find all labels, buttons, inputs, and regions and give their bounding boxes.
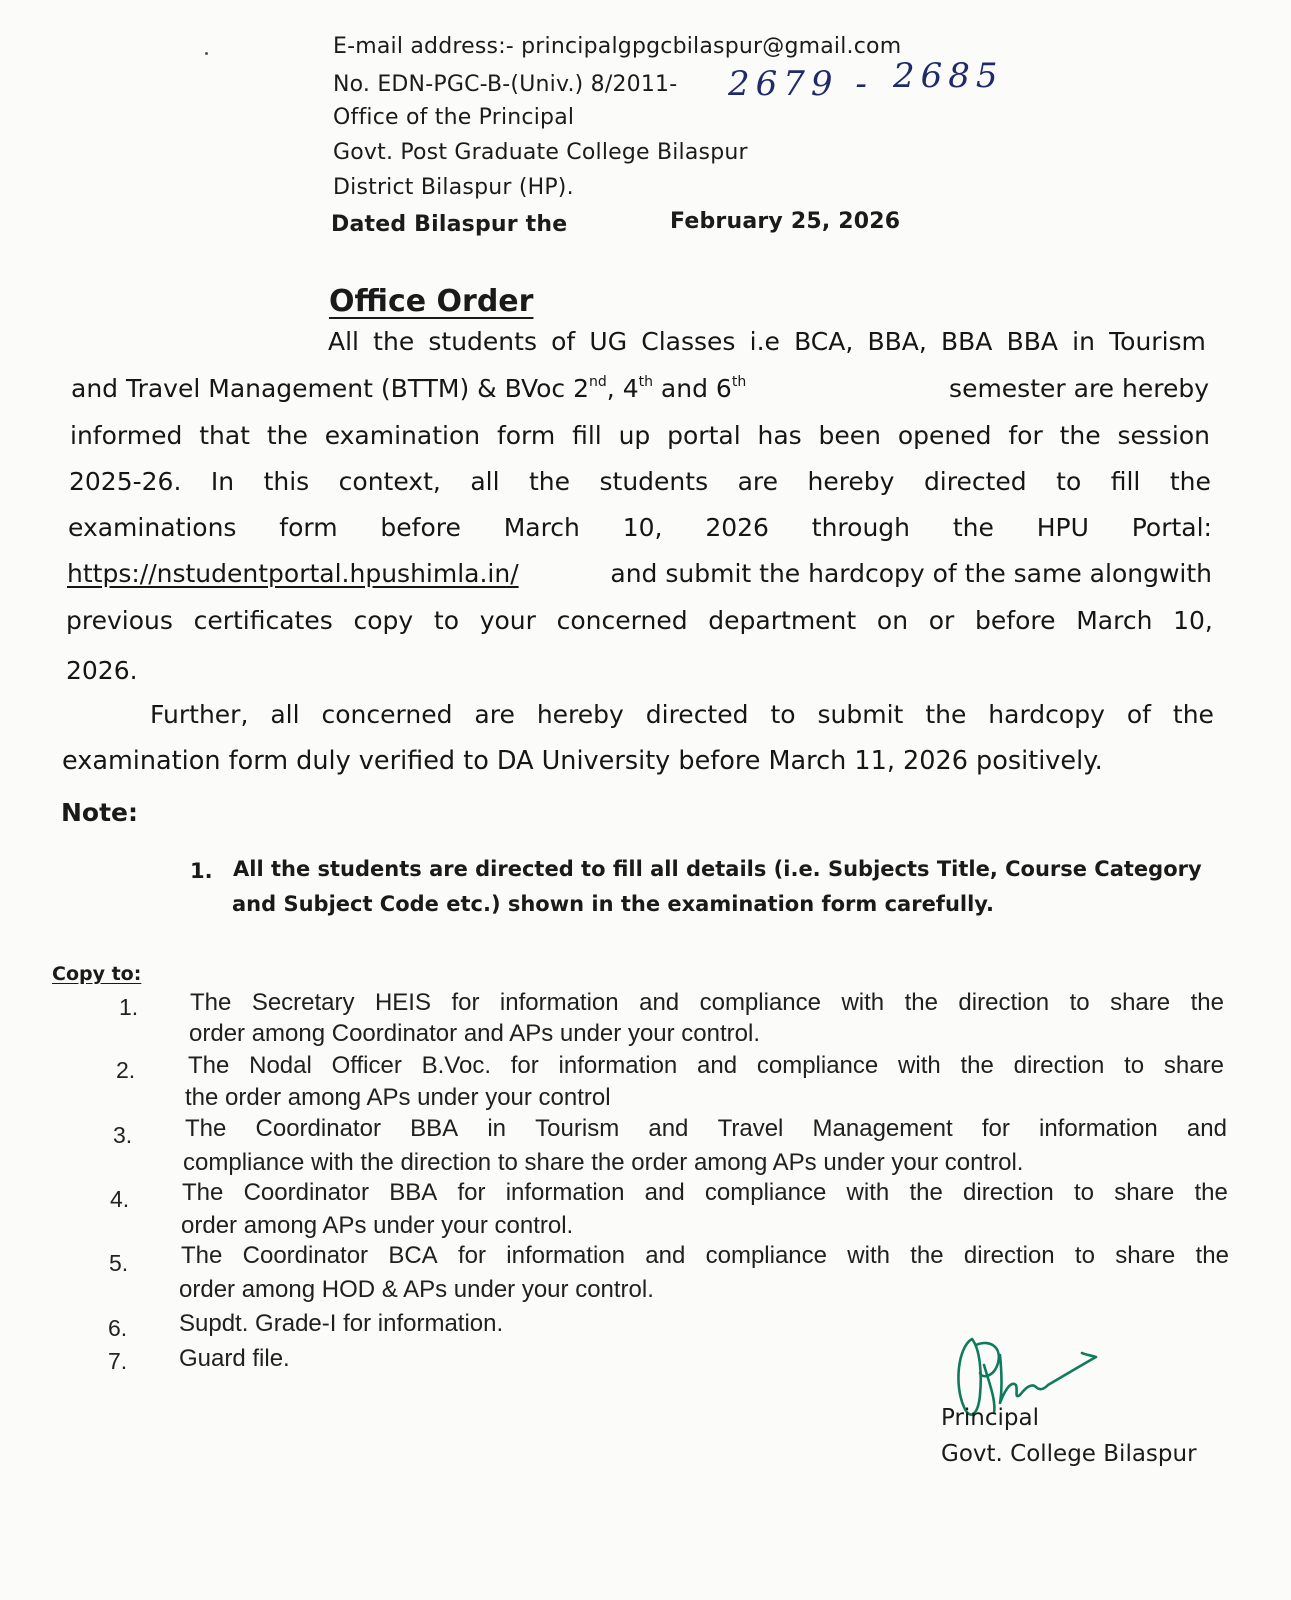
word: are: [474, 700, 515, 729]
word: the: [909, 1179, 943, 1206]
copy-item-5-line2: order among HOD & APs under your control.: [179, 1276, 654, 1303]
word: for: [457, 1179, 486, 1206]
college-line: Govt. Post Graduate College Bilaspur: [333, 140, 748, 165]
handwritten-ref-start: 2679 -: [728, 64, 873, 104]
word: 2025-26.: [69, 467, 182, 496]
reference-prefix: No. EDN-PGC-B-(Univ.) 8/2011-: [333, 72, 678, 97]
word: BCA: [388, 1242, 438, 1269]
word: with: [841, 989, 885, 1016]
word: been: [818, 421, 882, 450]
word: The: [182, 1179, 224, 1206]
word: and: [645, 1242, 686, 1269]
copy-item-2-line1: [188, 1050, 1224, 1082]
word: All: [328, 327, 359, 356]
signatory-title: Principal: [941, 1405, 1040, 1431]
word: March: [503, 513, 580, 542]
text-fragment: semester are hereby: [949, 374, 1209, 403]
word: up: [618, 421, 651, 450]
word: department: [708, 606, 857, 635]
word: BBA: [389, 1179, 438, 1206]
word: in: [487, 1115, 506, 1142]
word: to: [433, 606, 460, 635]
hpu-portal-link[interactable]: https://nstudentportal.hpushimla.in/: [67, 559, 519, 588]
copy-item-4-line1: [182, 1177, 1228, 1209]
word: to: [770, 700, 796, 729]
word: students: [599, 467, 709, 496]
para1-line7: [66, 606, 1213, 635]
scan-speck: [205, 52, 208, 55]
copy-item-6-line1: Supdt. Grade-I for information.: [179, 1310, 504, 1337]
word: the: [925, 700, 967, 729]
word: direction: [958, 989, 1050, 1016]
word: of: [551, 327, 576, 356]
word: form: [496, 421, 556, 450]
word: copy: [353, 606, 414, 635]
word: the: [952, 513, 994, 542]
word: In: [210, 467, 235, 496]
note-item-1-line1: All the students are directed to fill all details (i.e. Subjects Title, Course Category: [233, 857, 1202, 881]
word: for: [451, 989, 480, 1016]
copy-item-5-line1: [181, 1240, 1229, 1272]
word: in: [1072, 327, 1095, 356]
word: portal: [667, 421, 741, 450]
office-line: Office of the Principal: [333, 105, 575, 130]
handwritten-ref-end: 2685: [893, 56, 1004, 96]
para1-line5: [68, 513, 1212, 542]
word: the: [1195, 1242, 1229, 1269]
word: March: [1076, 606, 1153, 635]
copy-item-4-line2: order among APs under your control.: [181, 1212, 574, 1239]
word: session: [1117, 421, 1210, 450]
reference-number-line: [333, 72, 677, 97]
word: information: [1039, 1115, 1158, 1142]
copy-item-4-number: 4.: [110, 1186, 130, 1212]
note-item-1-line2: and Subject Code etc.) shown in the examination form carefully.: [232, 892, 995, 916]
text-fragment: and Travel Management (BTTM) & BVoc 2: [71, 374, 590, 403]
district-line: District Bilaspur (HP).: [333, 175, 574, 200]
word: and: [639, 989, 680, 1016]
word: 10,: [622, 513, 663, 542]
word: Tourism: [535, 1115, 620, 1142]
word: directed: [923, 467, 1027, 496]
word: HPU: [1036, 513, 1089, 542]
word: hereby: [807, 467, 895, 496]
para1-line3: [70, 421, 1210, 450]
word: information: [506, 1242, 625, 1269]
word: 10,: [1173, 606, 1213, 635]
copy-item-3-line1: [185, 1113, 1227, 1145]
para1-line2-text: [71, 374, 746, 403]
para1-line1: [328, 327, 1206, 356]
word: share: [1110, 989, 1171, 1016]
word: to: [1073, 1179, 1094, 1206]
word: information: [505, 1179, 625, 1206]
word: all: [470, 467, 500, 496]
word: share: [1115, 1242, 1176, 1269]
word: UG: [589, 327, 628, 356]
word: the: [266, 421, 308, 450]
word: are: [737, 467, 778, 496]
word: with: [898, 1052, 941, 1079]
word: to: [1074, 1242, 1095, 1269]
word: before: [380, 513, 461, 542]
word: Coordinator: [243, 1179, 369, 1206]
word: the: [1190, 989, 1224, 1016]
text-fragment: and submit the hardcopy of the same alongwith: [610, 559, 1212, 588]
word: compliance: [704, 1179, 827, 1206]
word: examinations: [68, 513, 237, 542]
word: concerned: [321, 700, 453, 729]
word: for: [981, 1115, 1010, 1142]
word: and: [644, 1179, 685, 1206]
word: Classes: [641, 327, 736, 356]
word: Coordinator: [255, 1115, 381, 1142]
word: The: [181, 1242, 223, 1269]
word: the: [1194, 1179, 1228, 1206]
word: informed: [70, 421, 183, 450]
word: BBA,: [867, 327, 927, 356]
word: compliance: [699, 989, 821, 1016]
word: Nodal: [249, 1052, 312, 1079]
copy-item-1-line2: order among Coordinator and APs under your control.: [189, 1020, 760, 1047]
copy-item-1-number: 1.: [119, 994, 139, 1020]
word: examination: [324, 421, 481, 450]
copy-item-3-number: 3.: [113, 1122, 133, 1148]
para1-line6: [67, 559, 1212, 588]
word: and: [648, 1115, 689, 1142]
word: fill: [1110, 467, 1141, 496]
email-line: E-mail address:- principalgpgcbilaspur@gmail.com: [333, 34, 902, 59]
word: hereby: [536, 700, 624, 729]
copy-item-2-line2: the order among APs under your control: [185, 1084, 611, 1111]
copy-item-3-line2: compliance with the direction to share the order among APs under your control.: [183, 1149, 1024, 1176]
signatory-organization: Govt. College Bilaspur: [941, 1441, 1197, 1467]
word: form: [279, 513, 338, 542]
copy-to-label: Copy to:: [52, 963, 142, 985]
word: students: [428, 327, 537, 356]
word: Officer: [331, 1052, 402, 1079]
word: Tourism: [1109, 327, 1206, 356]
word: The: [190, 989, 232, 1016]
word: that: [199, 421, 250, 450]
word: to: [1069, 989, 1090, 1016]
word: BCA,: [794, 327, 854, 356]
superscript: th: [638, 373, 653, 390]
word: for: [457, 1242, 486, 1269]
para2-line1: [150, 700, 1214, 729]
word: the: [529, 467, 571, 496]
word: to: [1056, 467, 1082, 496]
word: information: [499, 989, 619, 1016]
dated-label: Dated Bilaspur the: [331, 212, 568, 237]
word: fill: [572, 421, 602, 450]
word: through: [811, 513, 911, 542]
word: the: [910, 1242, 944, 1269]
word: The: [185, 1115, 227, 1142]
word: to: [1124, 1052, 1145, 1079]
copy-item-6-number: 6.: [108, 1315, 128, 1341]
word: previous: [66, 606, 173, 635]
para2-line2: examination form duly verified to DA University before March 11, 2026 positively.: [62, 746, 1103, 776]
word: this: [263, 467, 310, 496]
word: BBA: [410, 1115, 459, 1142]
word: the: [904, 989, 938, 1016]
note-item-1-number: 1.: [190, 859, 213, 883]
word: HEIS: [374, 989, 431, 1016]
word: Portal:: [1131, 513, 1212, 542]
word: and: [697, 1052, 738, 1079]
word: has: [757, 421, 802, 450]
word: share: [1163, 1052, 1224, 1079]
word: your: [479, 606, 536, 635]
word: BBA: [1006, 327, 1058, 356]
word: before: [975, 606, 1056, 635]
word: of: [1126, 700, 1151, 729]
word: B.Voc.: [421, 1052, 491, 1079]
word: 2026: [705, 513, 769, 542]
superscript: nd: [589, 373, 607, 390]
word: direction: [963, 1242, 1055, 1269]
word: context,: [338, 467, 441, 496]
word: the: [1172, 700, 1214, 729]
word: the: [1059, 421, 1101, 450]
word: direction: [1013, 1052, 1105, 1079]
date-value: February 25, 2026: [670, 209, 901, 234]
word: all: [270, 700, 300, 729]
word: The: [188, 1052, 230, 1079]
word: directed: [645, 700, 749, 729]
word: compliance: [756, 1052, 879, 1079]
word: direction: [963, 1179, 1054, 1206]
word: submit: [817, 700, 904, 729]
word: for: [510, 1052, 539, 1079]
copy-item-2-number: 2.: [116, 1057, 136, 1083]
word: Coordinator: [242, 1242, 369, 1269]
word: the: [1169, 467, 1211, 496]
word: Management: [812, 1115, 953, 1142]
text-fragment: and 6: [652, 374, 732, 403]
word: compliance: [705, 1242, 828, 1269]
word: the: [960, 1052, 994, 1079]
word: opened: [897, 421, 992, 450]
copy-item-1-line1: [190, 987, 1224, 1019]
word: BBA: [941, 327, 993, 356]
word: Travel: [717, 1115, 784, 1142]
para1-line8: 2026.: [66, 656, 138, 685]
word: on: [876, 606, 909, 635]
word: certificates: [193, 606, 333, 635]
word: the: [373, 327, 415, 356]
word: i.e: [749, 327, 780, 356]
superscript: th: [731, 373, 747, 390]
word: for: [1008, 421, 1043, 450]
word: and: [1186, 1115, 1227, 1142]
word: with: [846, 1179, 890, 1206]
para1-line2: [71, 374, 1209, 403]
word: Secretary: [251, 989, 355, 1016]
word: information: [558, 1052, 678, 1079]
para1-line4: [69, 467, 1211, 496]
page-title: Office Order: [329, 284, 534, 319]
copy-item-5-number: 5.: [109, 1250, 129, 1276]
word: or: [928, 606, 955, 635]
word: Further,: [150, 700, 249, 729]
word: hardcopy: [988, 700, 1105, 729]
word: concerned: [556, 606, 688, 635]
word: share: [1114, 1179, 1175, 1206]
text-fragment: , 4: [606, 374, 639, 403]
copy-item-7-number: 7.: [108, 1348, 128, 1374]
note-label: Note:: [61, 798, 139, 827]
word: with: [847, 1242, 890, 1269]
copy-item-7-line1: Guard file.: [179, 1345, 290, 1372]
